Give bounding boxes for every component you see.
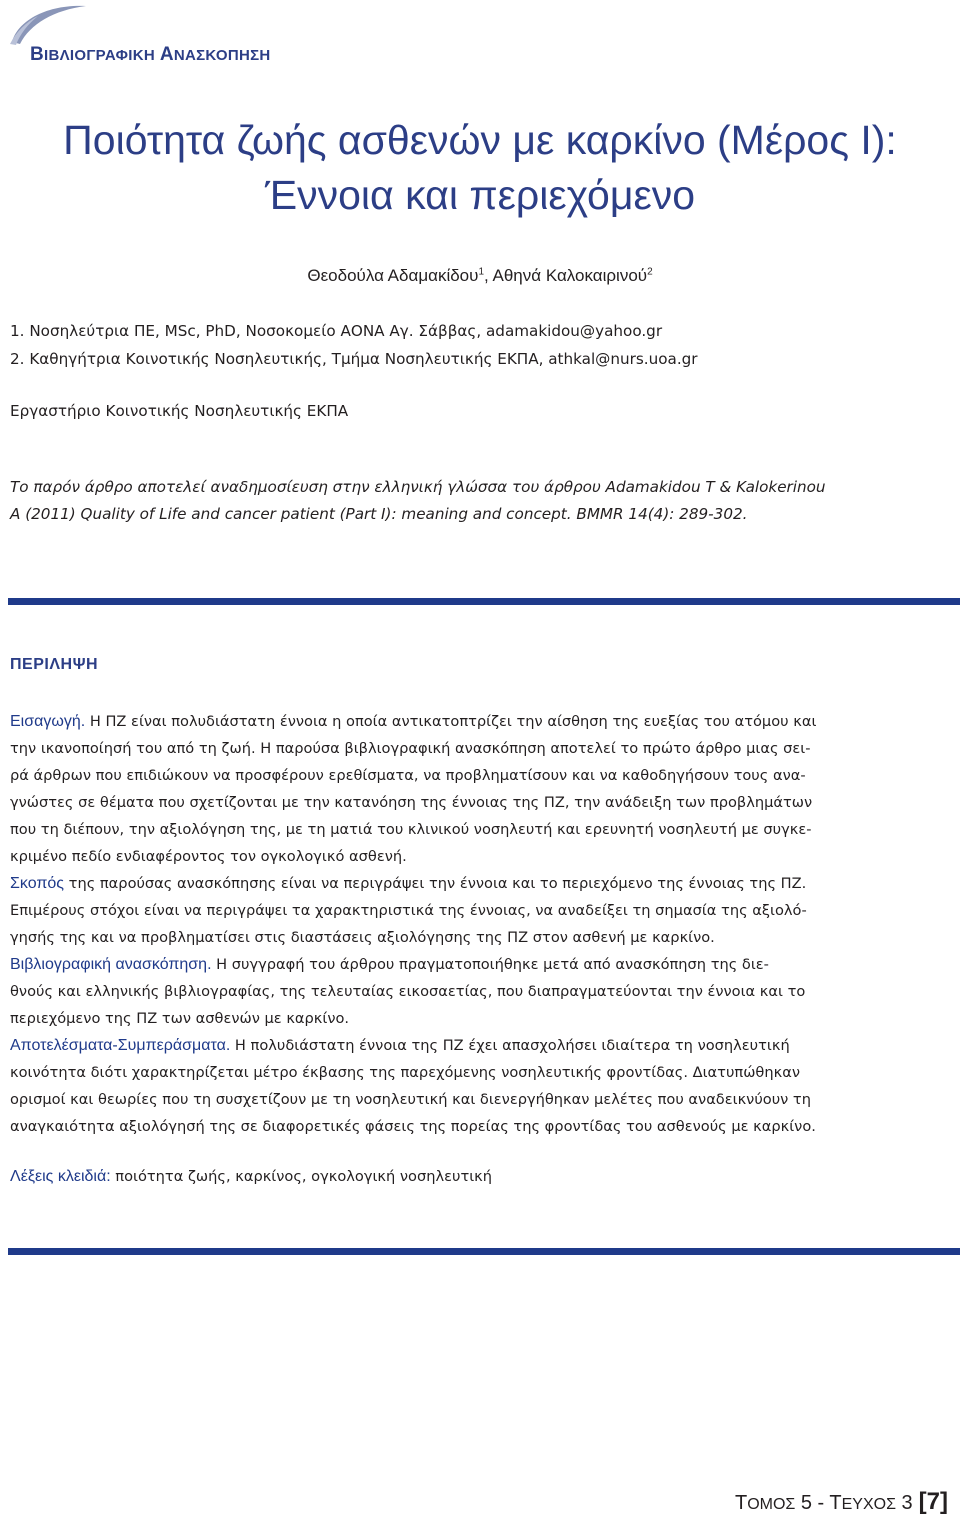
- affiliation-1: 1. Νοσηλεύτρια ΠΕ, MSc, PhD, Νοσοκομείο ΑΟΝΑ Αγ. Σάββας, adamakidou@yahoo.gr: [10, 322, 663, 340]
- abstract-line: [10, 870, 955, 897]
- abstract-line: περιεχόμενο της ΠΖ των ασθενών με καρκίνο.: [10, 1010, 350, 1027]
- abstract-line: ρά άρθρων που επιδιώκουν να προσφέρουν ερεθίσματα, να προβληματίσουν και να καθοδηγήσουν τους ανα-: [10, 767, 806, 784]
- intro-text: Η ΠΖ είναι πολυδιάστατη έννοια η οποία αντικατοπτρίζει την αίσθηση της ευεξίας του ατόμου και: [85, 713, 817, 730]
- issue-word: ΕΥΧΟΣ: [841, 1496, 896, 1513]
- abstract-line: [10, 1032, 955, 1059]
- issue-initial: Τ: [829, 1492, 842, 1514]
- note-line-2: A (2011) Quality of Life and cancer patient (Part I): meaning and concept. BMMR 14(4): 289-302.: [10, 505, 748, 523]
- note-line-1: Το παρόν άρθρο αποτελεί αναδημοσίευση στην ελληνική γλώσσα του άρθρου Adamakidou T & Kalokerinou: [10, 478, 826, 496]
- author-separator: ,: [484, 266, 493, 285]
- abstract-line: που τη διέπουν, την αξιολόγηση της, με τη ματιά του κλινικού νοσηλευτή και ερευνητή νοσηλευτή με συγκε-: [10, 821, 812, 838]
- section-label-word-1: ΙΒΛΙΟΓΡΑΦΙΚΗ: [44, 47, 155, 64]
- swoosh-logo-icon: [8, 2, 88, 46]
- aim-text: της παρούσας ανασκόπησης είναι να περιγράψει την έννοια και το περιεχόμενο της έννοιας της ΠΖ.: [64, 875, 807, 892]
- abstract-body: [10, 708, 955, 1140]
- author-1: Θεοδούλα Αδαμακίδου: [307, 266, 479, 285]
- abstract-line: αναγκαιότητα αξιολόγησή της σε διαφορετικές φάσεις της πορείας της φροντίδας του ασθενούς με καρκίνο.: [10, 1118, 816, 1135]
- abstract-line: κριμένο πεδίο ενδιαφέροντος τον ογκολογικό ασθενή.: [10, 848, 407, 865]
- abstract-line: Επιμέρους στόχοι είναι να περιγράψει τα χαρακτηριστικά της έννοιας, να αναδείξει τη σημασία της αξιολό-: [10, 902, 807, 919]
- keywords-label: Λέξεις κλειδιά:: [10, 1168, 111, 1185]
- abstract-line: θνούς και ελληνικής βιβλιογραφίας, της τελευταίας εικοσαετίας, που διαπραγματεύονται την έννοια και το: [10, 983, 806, 1000]
- aim-label: Σκοπός: [10, 875, 65, 892]
- affiliation-2: 2. Καθηγήτρια Κοινοτικής Νοσηλευτικής, Τμήμα Νοσηλευτικής ΕΚΠΑ, athkal@nurs.uoa.gr: [10, 350, 698, 368]
- abstract-line: ορισμοί και θεωρίες που τη συσχετίζουν με τη νοσηλευτική και διενεργήθηκαν μελέτες που αναδεικνύουν τη: [10, 1091, 811, 1108]
- section-label: [30, 44, 271, 66]
- author-1-sup: 1: [478, 266, 484, 278]
- page-number: [7]: [918, 1488, 948, 1515]
- review-text: Η συγγραφή του άρθρου πραγματοποιήθηκε μετά από ανασκόπηση της διε-: [211, 956, 769, 973]
- abstract-line: την ικανοποίησή του από τη ζωή. Η παρούσα βιβλιογραφική ανασκόπηση αποτελεί το πρώτο άρθρο μιας σει-: [10, 740, 811, 757]
- abstract-line: [10, 708, 955, 735]
- abstract-line: κοινότητα διότι χαρακτηρίζεται μέτρο έκβασης της παρεχόμενης νοσηλευτικής φροντίδας. Διατυπώθηκαν: [10, 1064, 800, 1081]
- article-title-line-2: Έννοια και περιεχόμενο: [264, 172, 696, 218]
- authors: [0, 266, 960, 286]
- abstract-line: γησής της και να προβληματίσει στις διαστάσεις αξιολόγησης της ΠΖ στον ασθενή με καρκίνο.: [10, 929, 715, 946]
- volume-initial: Τ: [734, 1492, 748, 1514]
- section-label-initial-2: Α: [154, 44, 174, 65]
- abstract-heading: ΠΕΡΙΛΗΨΗ: [10, 656, 99, 673]
- author-2-sup: 2: [647, 266, 653, 278]
- abstract-line: γνώστες σε θέματα που σχετίζονται με την κατανόηση της έννοιας της ΠΖ, την ανάδειξη των προβλημάτων: [10, 794, 813, 811]
- section-label-initial-1: Β: [30, 44, 45, 65]
- keywords-text: ποιότητα ζωής, καρκίνος, ογκολογική νοσηλευτική: [110, 1168, 493, 1185]
- author-2: Αθηνά Καλοκαιρινού: [492, 266, 648, 285]
- laboratory: Εργαστήριο Κοινοτικής Νοσηλευτικής ΕΚΠΑ: [10, 402, 349, 420]
- volume-number: 5 -: [795, 1492, 830, 1514]
- intro-label: Εισαγωγή.: [10, 713, 86, 730]
- volume-word: ΟΜΟΣ: [747, 1496, 796, 1513]
- keywords: [10, 1168, 492, 1186]
- issue-number: 3: [895, 1492, 913, 1514]
- article-title-line-1: Ποιότητα ζωής ασθενών με καρκίνο (Μέρος Ι):: [63, 117, 897, 163]
- divider-top: [8, 598, 960, 605]
- republication-note: [10, 474, 955, 528]
- section-label-word-2: ΝΑΣΚΟΠΗΣΗ: [173, 47, 271, 64]
- results-label: Αποτελέσματα-Συμπεράσματα.: [10, 1037, 231, 1054]
- divider-bottom: [8, 1248, 960, 1255]
- review-label: Βιβλιογραφική ανασκόπηση.: [10, 956, 212, 973]
- page-footer: [735, 1488, 948, 1516]
- abstract-line: [10, 951, 955, 978]
- results-text: Η πολυδιάστατη έννοια της ΠΖ έχει απασχολήσει ιδιαίτερα τη νοσηλευτική: [230, 1037, 790, 1054]
